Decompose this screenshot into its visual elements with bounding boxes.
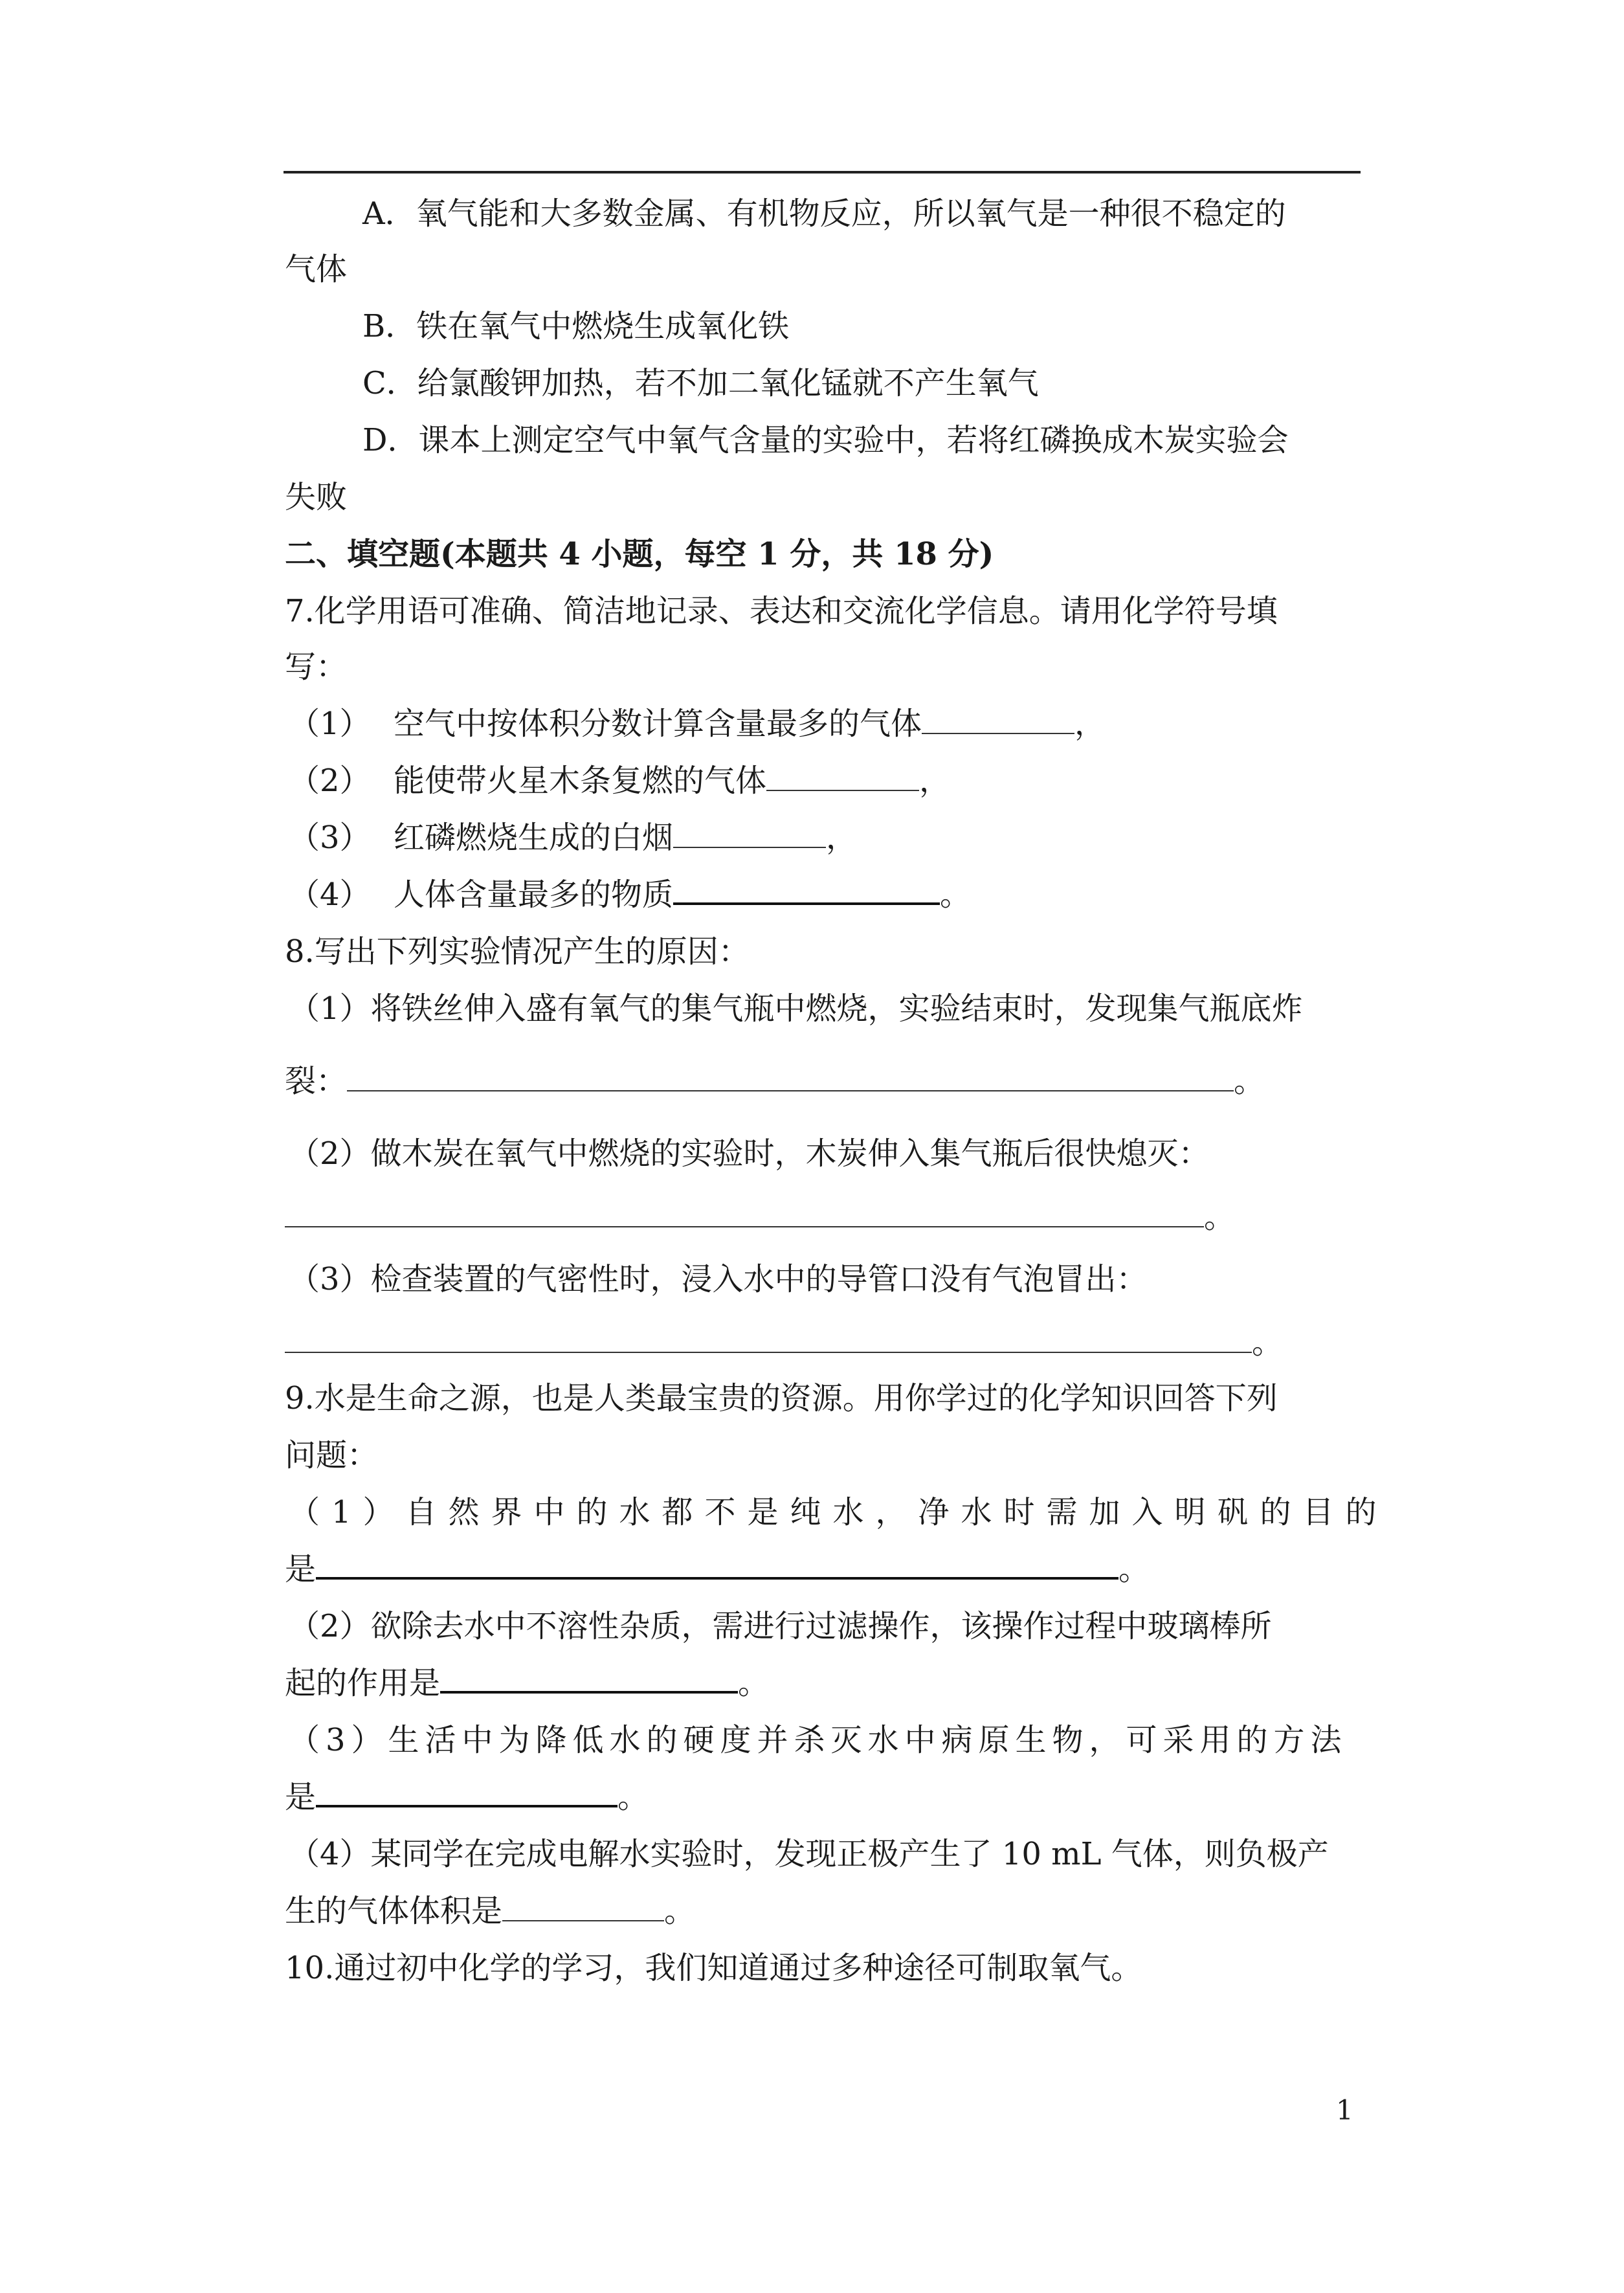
q7-item-3 — [289, 818, 857, 857]
q9-part3-line2 — [285, 1778, 649, 1817]
item-punct: ， — [1074, 706, 1106, 742]
q7-item-2 — [289, 761, 950, 800]
item-number: （4） — [289, 877, 371, 913]
answer-blank[interactable] — [502, 1894, 664, 1921]
item-punct: ， — [919, 763, 951, 799]
item-punct: ， — [826, 820, 858, 856]
answer-blank[interactable] — [673, 877, 940, 905]
line-lead: 裂： — [285, 1063, 348, 1099]
line-punct: 。 — [1118, 1551, 1150, 1587]
answer-blank[interactable] — [766, 764, 919, 791]
q9-part1-line2 — [285, 1550, 1150, 1589]
q8-part2-line2 — [285, 1198, 1235, 1236]
q7-stem-line1: 7.化学用语可准确、简洁地记录、表达和交流化学信息。请用化学符号填 — [285, 593, 1278, 629]
item-text: 红磷燃烧生成的白烟 — [394, 820, 674, 856]
q6-option-a-line1: A．氧气能和大多数金属、有机物反应，所以氧气是一种很不稳定的 — [362, 196, 1286, 232]
section-heading: 二、填空题(本题共 4 小题，每空 1 分，共 18 分) — [285, 536, 994, 572]
q6-option-c: C．给氯酸钾加热，若不加二氧化锰就不产生氧气 — [362, 365, 1039, 401]
q9-part1-line1: （1）自然界中的水都不是纯水，净水时需加入明矾的目的 — [289, 1494, 1388, 1530]
line-lead: 生的气体体积是 — [285, 1893, 503, 1929]
q7-item-1 — [289, 704, 1106, 743]
answer-blank[interactable] — [285, 1200, 1204, 1227]
q9-part3-line1: （3）生活中为降低水的硬度并杀灭水中病原生物，可采用的方法 — [289, 1722, 1348, 1758]
answer-blank[interactable] — [316, 1551, 1118, 1580]
q8-part1-line2 — [285, 1062, 1265, 1101]
q9-part4-line1: （4）某同学在完成电解水实验时，发现正极产生了 10 mL 气体，则负极产 — [289, 1836, 1329, 1872]
item-text: 能使带火星木条复燃的气体 — [394, 763, 767, 799]
q9-stem-line1: 9.水是生命之源，也是人类最宝贵的资源。用你学过的化学知识回答下列 — [285, 1380, 1278, 1416]
line-punct: 。 — [738, 1665, 770, 1701]
line-punct: 。 — [617, 1779, 649, 1815]
answer-blank[interactable] — [285, 1326, 1252, 1353]
item-number: （1） — [289, 706, 371, 742]
q9-stem-line2: 问题： — [285, 1437, 379, 1473]
answer-blank[interactable] — [347, 1064, 1234, 1091]
q10-stem: 10.通过初中化学的学习，我们知道通过多种途径可制取氧气。 — [285, 1950, 1142, 1986]
q8-part2-line1: （2）做木炭在氧气中燃烧的实验时，木炭伸入集气瓶后很快熄灭： — [289, 1135, 1210, 1172]
q9-part2-line2 — [285, 1664, 769, 1703]
q6-option-a-line2: 气体 — [285, 251, 348, 287]
item-number: （3） — [289, 820, 371, 856]
header-rule — [284, 171, 1361, 173]
line-punct: 。 — [1234, 1063, 1265, 1099]
item-punct: 。 — [940, 877, 972, 913]
q8-stem: 8.写出下列实验情况产生的原因： — [285, 934, 750, 970]
item-text: 空气中按体积分数计算含量最多的气体 — [394, 706, 922, 742]
q6-option-b: B．铁在氧气中燃烧生成氧化铁 — [362, 308, 790, 344]
q6-option-d-line2: 失败 — [285, 479, 348, 515]
q7-stem-line2: 写： — [285, 649, 348, 685]
line-punct: 。 — [1204, 1199, 1236, 1235]
answer-blank[interactable] — [922, 707, 1074, 734]
q6-option-d-line1: D．课本上测定空气中氧气含量的实验中，若将红磷换成木炭实验会 — [362, 422, 1289, 458]
line-lead: 是 — [285, 1779, 317, 1815]
q9-part4-line2 — [285, 1892, 695, 1930]
page-number: 1 — [1336, 2094, 1353, 2126]
q9-part2-line1: （2）欲除去水中不溶性杂质，需进行过滤操作，该操作过程中玻璃棒所 — [289, 1608, 1272, 1644]
q8-part3-line1: （3）检查装置的气密性时，浸入水中的导管口没有气泡冒出： — [289, 1261, 1148, 1297]
q8-part3-line2 — [285, 1323, 1283, 1362]
answer-blank[interactable] — [316, 1779, 617, 1807]
answer-blank[interactable] — [673, 821, 826, 848]
q7-item-4 — [289, 875, 971, 914]
line-punct: 。 — [664, 1893, 696, 1929]
answer-blank[interactable] — [440, 1665, 738, 1694]
item-text: 人体含量最多的物质 — [394, 877, 674, 913]
item-number: （2） — [289, 763, 371, 799]
line-lead: 起的作用是 — [285, 1665, 441, 1701]
line-punct: 。 — [1252, 1325, 1284, 1361]
q8-part1-line1: （1）将铁丝伸入盛有氧气的集气瓶中燃烧，实验结束时，发现集气瓶底炸 — [289, 990, 1303, 1027]
line-lead: 是 — [285, 1551, 317, 1587]
